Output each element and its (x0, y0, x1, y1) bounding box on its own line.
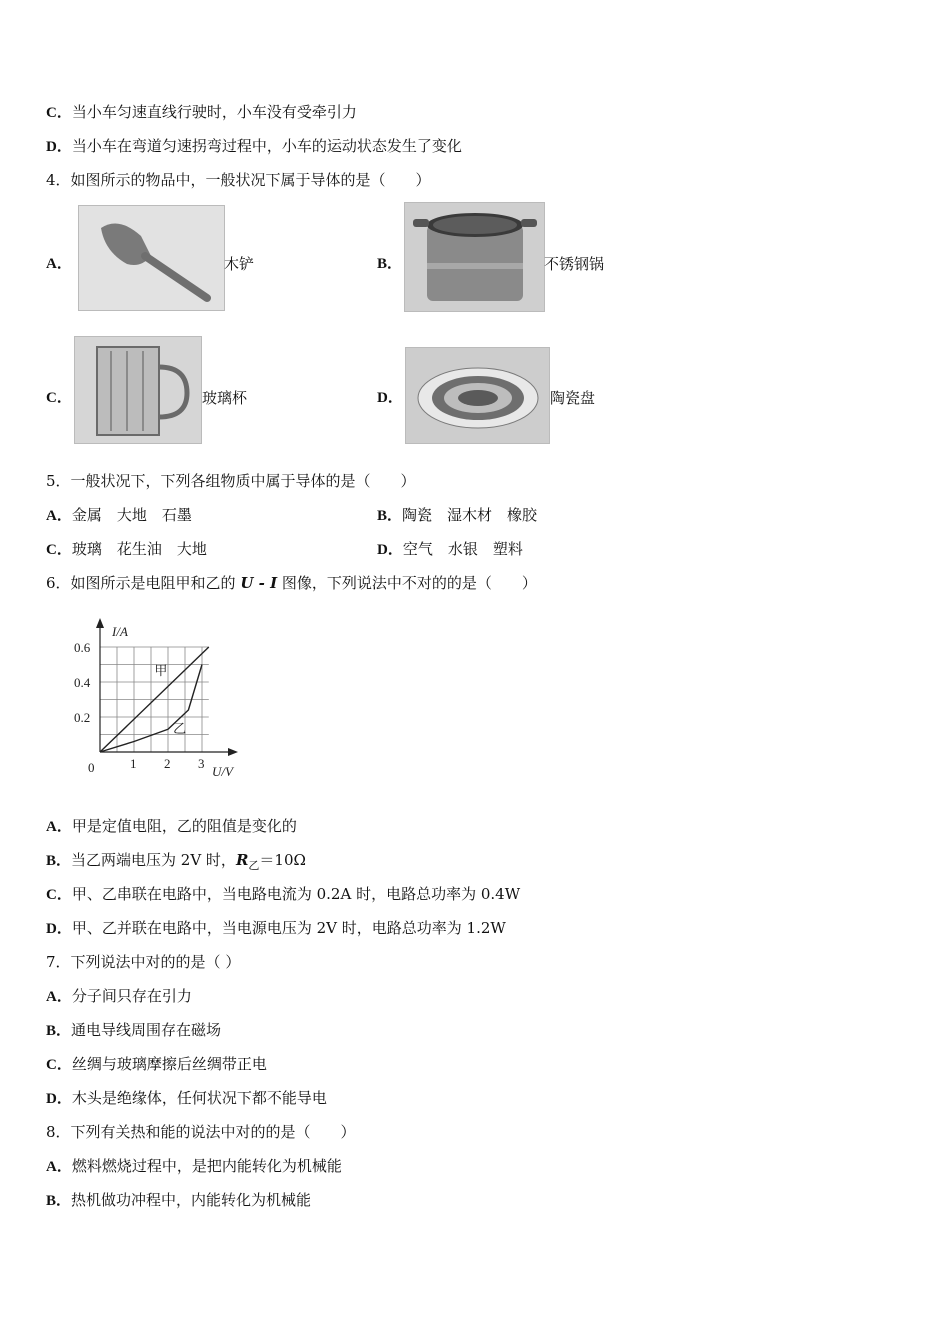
q4-option-b-caption: 不锈钢锅 (544, 255, 605, 273)
q8-stem: 8．下列有关热和能的说法中对的的是（ ） (46, 1123, 356, 1141)
x-axis-arrow (228, 748, 238, 756)
y-tick-label: 0.2 (74, 710, 91, 725)
y-axis-label: I/A (112, 624, 128, 639)
y-tick-label: 0.6 (74, 640, 91, 655)
y-axis-arrow (96, 618, 104, 628)
q6-stem: 6．如图所示是电阻甲和乙的 U - I 图像，下列说法中不对的的是（ ） (46, 574, 537, 592)
q5-option-a: A．金属 大地 石墨 (46, 506, 192, 524)
q6-option-d: D．甲、乙并联在电路中，当电源电压为 2V 时，电路总功率为 1.2W (46, 919, 506, 937)
q4-option-b-label: B． (377, 256, 403, 272)
q7-option-b: B．通电导线周围存在磁场 (46, 1021, 222, 1039)
q7-stem: 7．下列说法中对的的是（ ） (46, 953, 241, 971)
q3-option-c: C．当小车匀速直线行驶时，小车没有受牵引力 (46, 103, 357, 121)
q7-option-c: C．丝绸与玻璃摩擦后丝绸带正电 (46, 1055, 267, 1073)
q5-option-b: B．陶瓷 湿木材 橡胶 (377, 506, 538, 524)
q5-option-c: C．玻璃 花生油 大地 (46, 540, 207, 558)
y-tick-label: 0.4 (74, 675, 91, 690)
origin-label: 0 (88, 760, 95, 775)
q6-option-a: A．甲是定值电阻，乙的阻值是变化的 (46, 817, 297, 835)
q4-option-c-caption: 玻璃杯 (202, 389, 248, 407)
q3-option-d: D．当小车在弯道匀速拐弯过程中，小车的运动状态发生了变化 (46, 137, 462, 155)
q6-option-b: B．当乙两端电压为 2V 时，$R_乙=10\Omega$ (46, 851, 306, 872)
x-tick-label: 2 (164, 756, 171, 771)
x-axis-label: U/V (212, 764, 233, 779)
q8-option-b: B．热机做功冲程中，内能转化为机械能 (46, 1191, 312, 1209)
q7-option-d: D．木头是绝缘体，任何状况下都不能导电 (46, 1089, 327, 1107)
ui-chart (60, 610, 260, 790)
glass-mug-photo (74, 336, 202, 444)
q4-option-d-caption: 陶瓷盘 (550, 389, 596, 407)
q4-option-a-caption: 木铲 (224, 255, 255, 273)
q8-option-a: A．燃料燃烧过程中，是把内能转化为机械能 (46, 1157, 342, 1175)
x-tick-label: 1 (130, 756, 137, 771)
q4-option-d-label: D． (377, 390, 403, 406)
q4-option-c-label: C． (46, 390, 72, 406)
q5-stem: 5．一般状况下，下列各组物质中属于导体的是（ ） (46, 472, 416, 490)
x-tick-label: 3 (198, 756, 205, 771)
q5-option-d: D．空气 水银 塑料 (377, 540, 523, 558)
q6-option-c: C．甲、乙串联在电路中，当电路电流为 0.2A 时，电路总功率为 0.4W (46, 885, 521, 903)
q4-option-a-label: A． (46, 256, 72, 272)
ceramic-plate-photo (405, 347, 550, 444)
series-jia-label: 甲 (154, 663, 168, 678)
series-yi-label: 乙 (173, 720, 187, 736)
steel-pot-photo (404, 202, 545, 312)
q4-stem: 4．如图所示的物品中，一般状况下属于导体的是（ ） (46, 171, 431, 189)
wooden-spatula-photo (78, 205, 225, 311)
q7-option-a: A．分子间只存在引力 (46, 987, 192, 1005)
